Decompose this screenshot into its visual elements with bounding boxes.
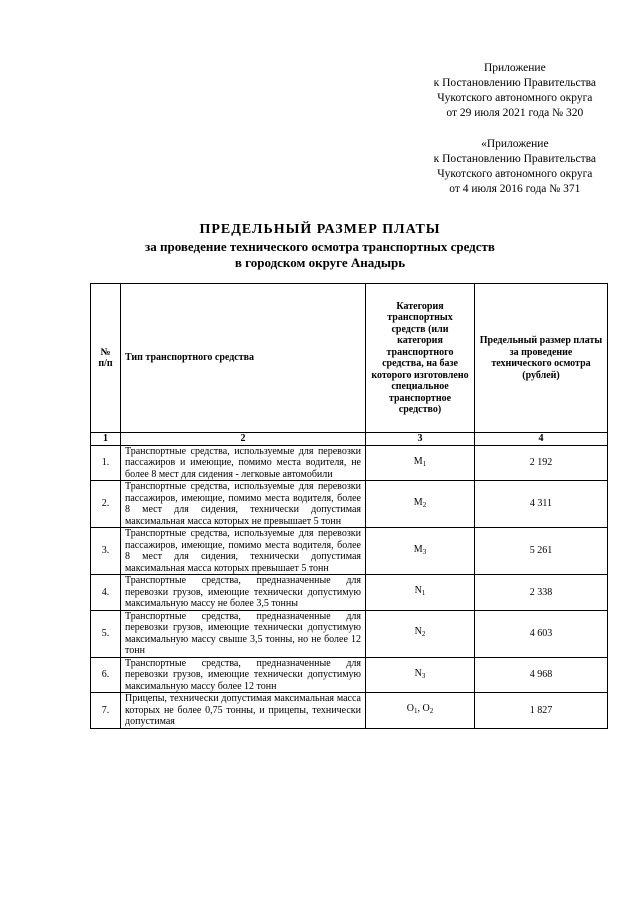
row-num: 2. bbox=[91, 481, 121, 528]
row-vehicle-type: Прицепы, технически допустимая максимальная масса которых не более 0,75 тонны, и прицепы, технически допустимая bbox=[121, 693, 366, 729]
row-price: 4 603 bbox=[475, 610, 608, 657]
category-index: 3 bbox=[421, 671, 426, 680]
category-index: 1 bbox=[414, 707, 418, 715]
row-price: 2 192 bbox=[475, 445, 608, 481]
header-num: № п/п bbox=[91, 284, 121, 433]
row-category bbox=[366, 575, 475, 611]
row-vehicle-type: Транспортные средства, предназначенные для перевозки грузов, имеющие технически допустимую максимальную массу свыше 3,5 тонны, но не более 12 тонн bbox=[121, 610, 366, 657]
row-price: 5 261 bbox=[475, 528, 608, 575]
category-index: 1 bbox=[422, 459, 427, 468]
appendix-line: «Приложение bbox=[481, 138, 549, 150]
row-category bbox=[366, 528, 475, 575]
appendix-line: Чукотского автономного округа bbox=[437, 168, 593, 180]
category-letter: M bbox=[413, 455, 423, 467]
row-price: 2 338 bbox=[475, 575, 608, 611]
fee-table bbox=[90, 283, 608, 729]
category-letter: M bbox=[413, 496, 423, 508]
category-letter: N bbox=[414, 667, 422, 679]
column-number: 2 bbox=[121, 433, 366, 446]
category-letter: M bbox=[413, 543, 423, 555]
row-num: 1. bbox=[91, 445, 121, 481]
table-row bbox=[91, 528, 608, 575]
table-row bbox=[91, 693, 608, 729]
row-category bbox=[366, 657, 475, 693]
header-vehicle-type: Тип транспортного средства bbox=[121, 284, 366, 433]
category-index: 2 bbox=[421, 630, 426, 639]
table-header-row bbox=[91, 284, 608, 433]
table-row bbox=[91, 657, 608, 693]
appendix-line: от 29 июля 2021 года № 320 bbox=[446, 107, 584, 119]
row-vehicle-type: Транспортные средства, используемые для перевозки пассажиров и имеющие, помимо места водителя, не более 8 мест для сидения - легковые автомобили bbox=[121, 445, 366, 481]
category-letter: O bbox=[406, 703, 414, 714]
category-letter: O bbox=[422, 703, 430, 714]
row-category bbox=[366, 481, 475, 528]
header-category: Категория транспортных средств (или категория транспортного средства, на базе которого изготовлено специальное транспортное средство) bbox=[366, 284, 475, 433]
category-index: 3 bbox=[422, 547, 427, 556]
row-num: 5. bbox=[91, 610, 121, 657]
appendix-original-resolution bbox=[434, 137, 596, 197]
row-price: 4 311 bbox=[475, 481, 608, 528]
document-title: ПРЕДЕЛЬНЫЙ РАЗМЕР ПЛАТЫ bbox=[199, 222, 441, 237]
appendix-line: Приложение bbox=[483, 62, 546, 74]
appendix-line: к Постановлению Правительства bbox=[433, 77, 596, 89]
row-vehicle-type: Транспортные средства, предназначенные для перевозки грузов, имеющие технически допустимую максимальную массу более 12 тонн bbox=[121, 657, 366, 693]
appendix-line: Чукотского автономного округа bbox=[437, 92, 593, 104]
row-num: 3. bbox=[91, 528, 121, 575]
table-row bbox=[91, 610, 608, 657]
row-price: 1 827 bbox=[475, 693, 608, 729]
category-index: 2 bbox=[422, 500, 427, 509]
table-row bbox=[91, 445, 608, 481]
appendix-line: к Постановлению Правительства bbox=[433, 153, 596, 165]
table-row bbox=[91, 575, 608, 611]
column-number-row bbox=[91, 433, 608, 446]
category-index: 1 bbox=[421, 589, 426, 597]
header-price: Предельный размер платы за проведение технического осмотра (рублей) bbox=[475, 284, 608, 433]
row-num: 7. bbox=[91, 693, 121, 729]
appendix-line: от 4 июля 2016 года № 371 bbox=[449, 183, 581, 195]
row-vehicle-type: Транспортные средства, используемые для перевозки пассажиров, имеющие, помимо места водителя, более 8 мест для сидения, технически допустимая максимальная масса которых превышает 5 тонн bbox=[121, 528, 366, 575]
row-category bbox=[366, 610, 475, 657]
column-number: 1 bbox=[91, 433, 121, 446]
row-price: 4 968 bbox=[475, 657, 608, 693]
category-letter: N bbox=[414, 626, 422, 638]
column-number: 4 bbox=[475, 433, 608, 446]
table-row bbox=[91, 481, 608, 528]
column-number: 3 bbox=[366, 433, 475, 446]
category-index: 2 bbox=[429, 707, 434, 715]
appendix-current-resolution bbox=[434, 61, 596, 121]
row-vehicle-type: Транспортные средства, предназначенные для перевозки грузов, имеющие технически допустимую максимальную массу не более 3,5 тонны bbox=[121, 575, 366, 611]
row-num: 6. bbox=[91, 657, 121, 693]
row-vehicle-type: Транспортные средства, используемые для перевозки пассажиров, имеющие, помимо места водителя, более 8 мест для сидения, технически допустимая максимальная масса которых не превышает 5 тонн bbox=[121, 481, 366, 528]
row-category bbox=[366, 693, 475, 729]
category-separator: , bbox=[417, 703, 423, 714]
row-num: 4. bbox=[91, 575, 121, 611]
document-subtitle-location: в городском округе Анадырь bbox=[234, 255, 406, 270]
category-letter: N bbox=[414, 585, 422, 596]
document-subtitle: за проведение технического осмотра транспортных средств bbox=[145, 239, 495, 254]
row-category bbox=[366, 445, 475, 481]
